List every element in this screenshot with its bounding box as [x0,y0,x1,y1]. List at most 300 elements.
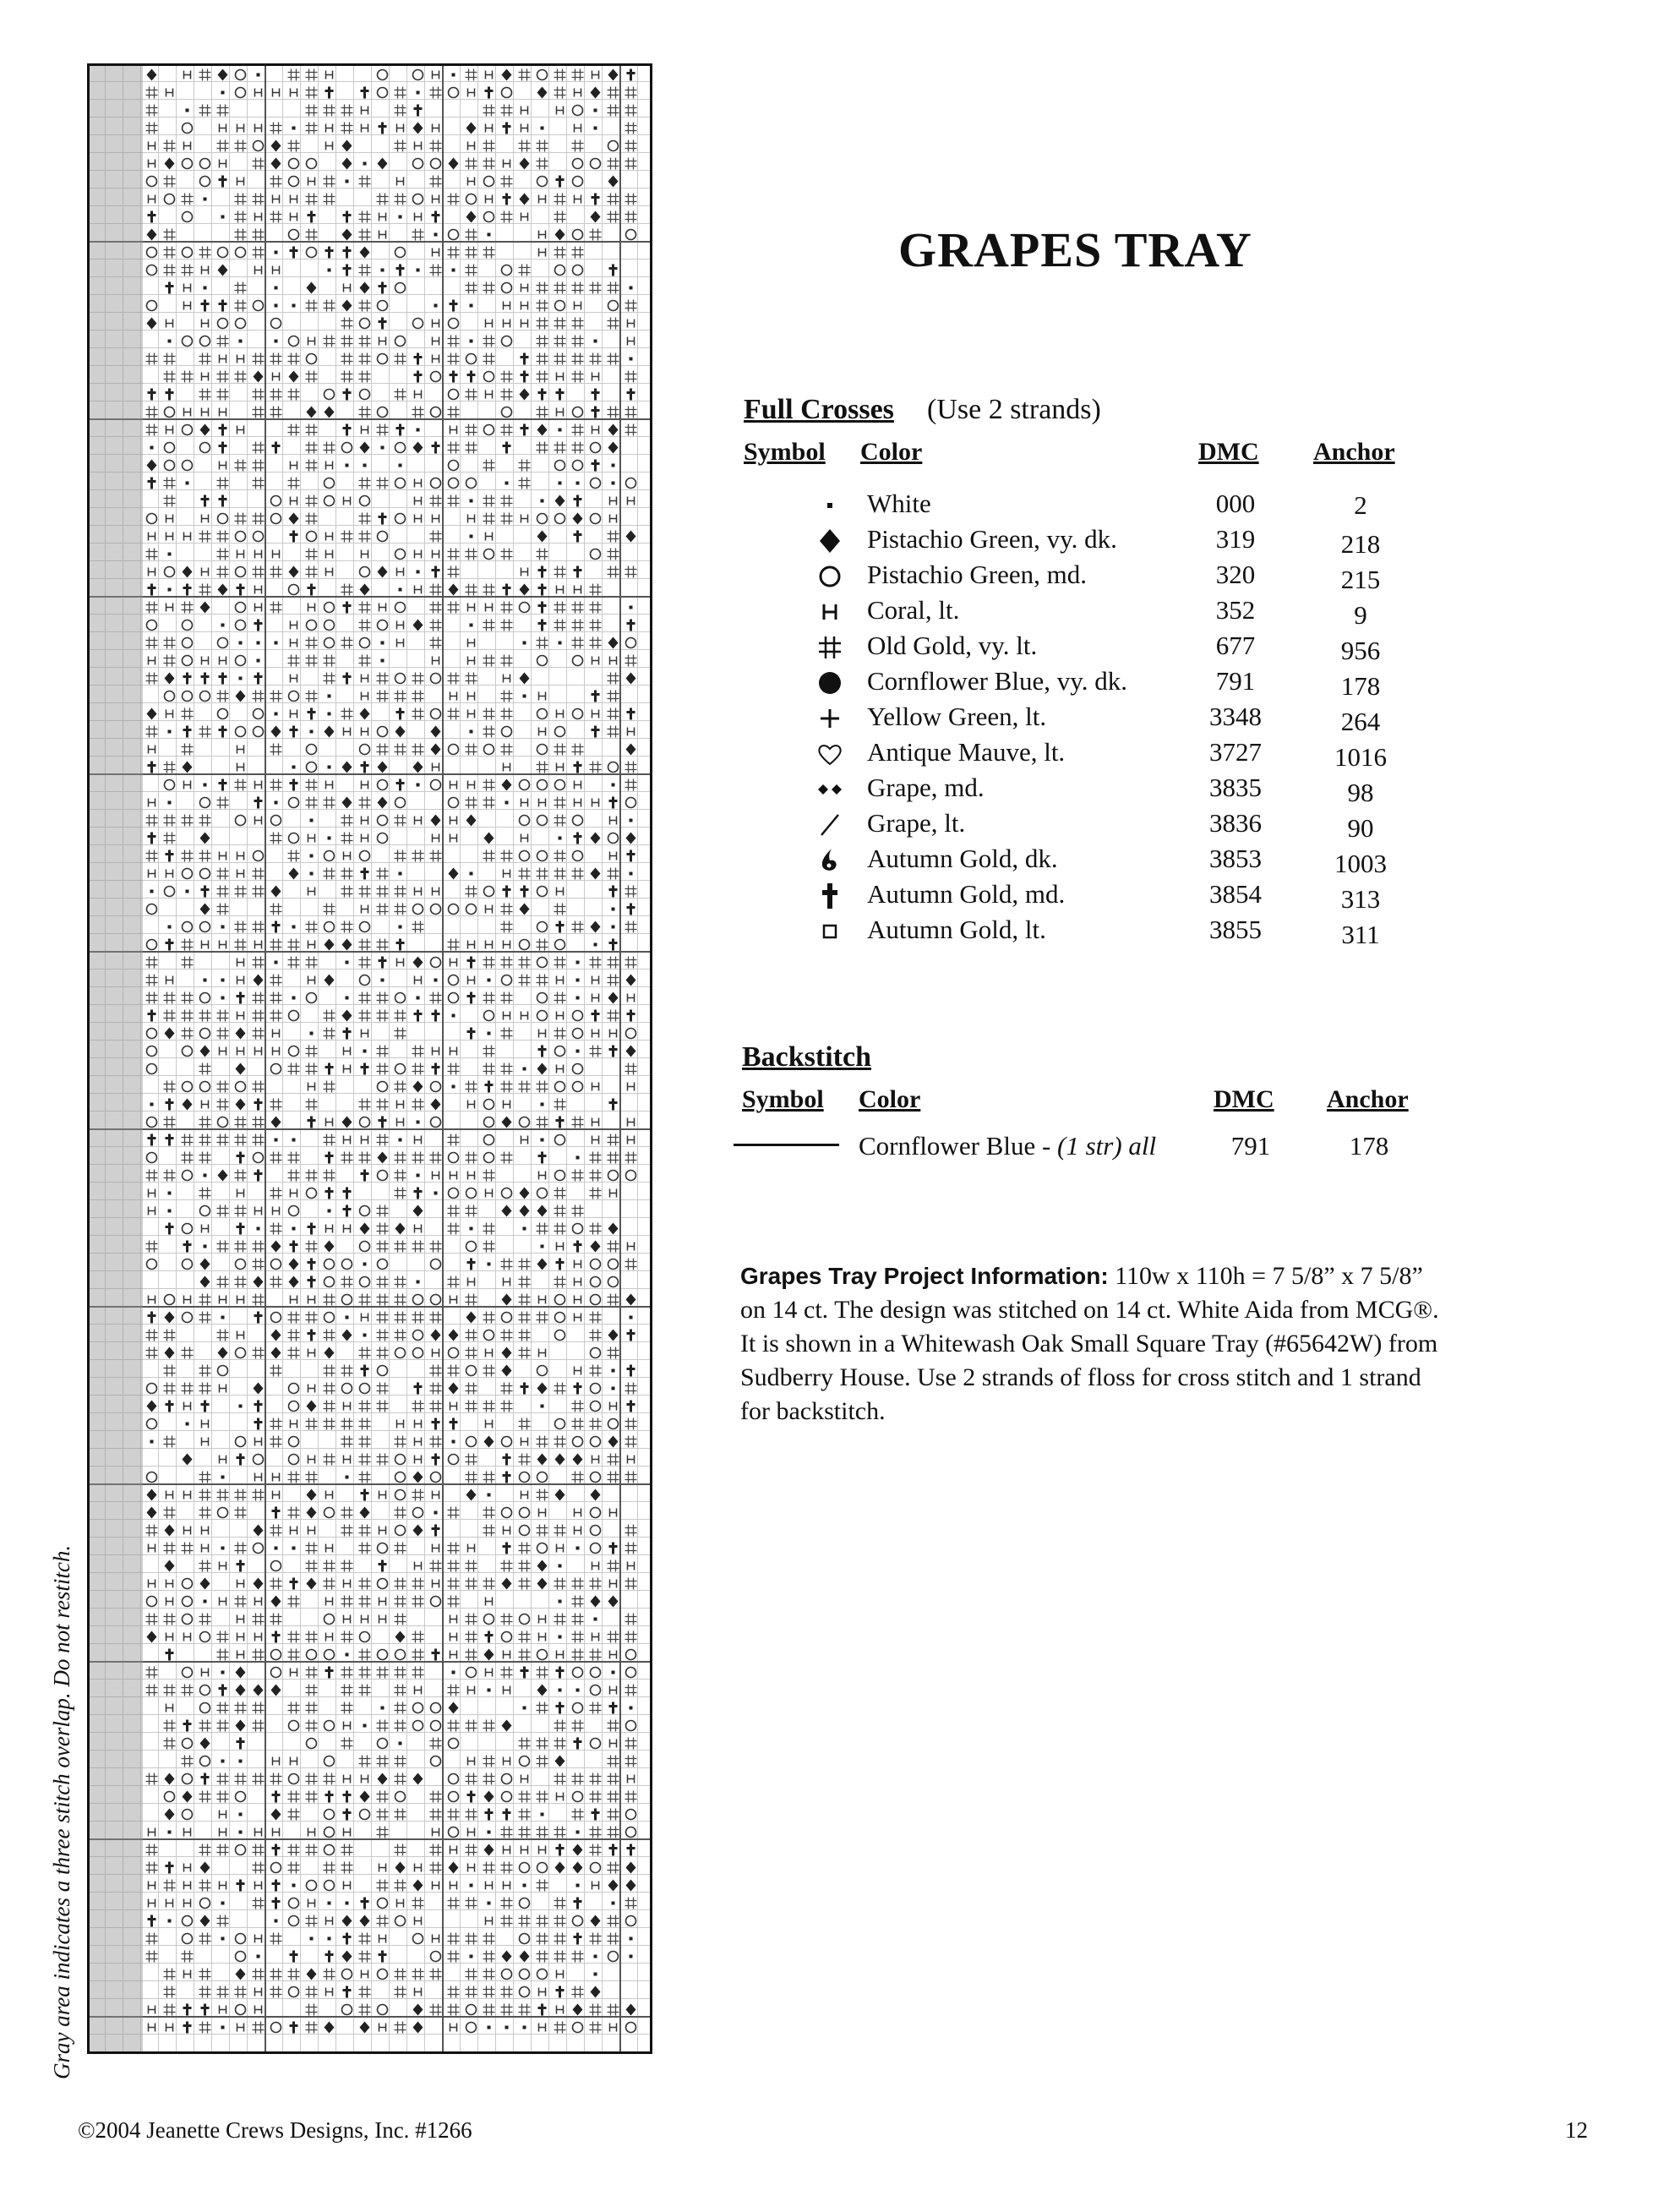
chart-stitch-symbol [360,1791,370,1803]
chart-stitch-symbol [149,2024,155,2032]
chart-stitch-symbol [255,1935,262,1943]
chart-stitch-symbol [430,1365,442,1377]
chart-stitch-symbol [448,1507,460,1519]
chart-stitch-symbol [572,336,584,347]
chart-stitch-symbol [253,478,265,489]
chart-stitch-symbol [523,1884,526,1887]
chart-stitch-symbol [521,213,528,221]
chart-stitch-symbol [625,1525,637,1537]
chart-stitch-symbol [433,1544,439,1553]
chart-stitch-symbol [253,158,265,170]
chart-stitch-symbol [271,319,281,329]
chart-stitch-symbol [325,1827,335,1838]
chart-stitch-symbol [608,1259,619,1270]
chart-stitch-symbol [202,373,209,381]
chart-stitch-symbol [182,371,194,383]
chart-stitch-symbol [379,2024,386,2032]
dmc-number: 3727 [1209,737,1262,767]
chart-stitch-symbol [199,247,211,259]
chart-stitch-symbol [448,1986,460,1998]
chart-stitch-symbol [307,1739,317,1749]
chart-stitch-symbol [554,247,566,259]
chart-stitch-symbol [359,2004,371,2016]
chart-stitch-symbol [306,1418,318,1430]
chart-stitch-symbol [289,1916,299,1926]
chart-stitch-symbol [235,371,247,383]
chart-stitch-symbol [467,1791,476,1803]
chart-stitch-symbol [236,1792,246,1802]
chart-stitch-symbol [485,1081,494,1093]
chart-stitch-symbol [467,1028,476,1040]
chart-stitch-symbol [344,1828,351,1837]
chart-stitch-symbol [523,1227,526,1231]
chart-stitch-symbol [275,251,278,254]
chart-stitch-symbol [292,1227,296,1231]
chart-stitch-symbol [502,265,512,276]
chart-stitch-symbol [554,1827,566,1838]
chart-stitch-symbol [557,373,564,381]
chart-stitch-symbol [483,2004,495,2016]
chart-stitch-symbol [148,1010,156,1022]
chart-stitch-symbol [503,194,511,205]
chart-stitch-symbol [378,1650,388,1660]
chart-stitch-symbol [378,407,388,418]
plus-icon [813,702,847,735]
chart-stitch-symbol [625,1738,637,1750]
chart-stitch-symbol [520,194,530,205]
chart-stitch-symbol [591,1241,601,1253]
chart-stitch-symbol [590,353,602,365]
chart-stitch-symbol [307,248,317,258]
chart-stitch-symbol [627,1010,635,1022]
chart-stitch-symbol [236,1845,246,1855]
chart-stitch-symbol [324,1578,335,1590]
chart-stitch-symbol [483,336,495,347]
chart-stitch-symbol [448,1951,460,1963]
chart-stitch-symbol [146,1951,158,1963]
chart-stitch-symbol [254,1153,264,1163]
chart-stitch-symbol [554,1773,566,1785]
chart-stitch-symbol [343,1933,352,1945]
chart-stitch-symbol [572,1720,584,1732]
chart-stitch-symbol [325,478,335,489]
chart-stitch-symbol [466,1312,477,1324]
chart-stitch-symbol [466,1366,477,1376]
chart-stitch-symbol [432,211,440,223]
chart-stitch-symbol [270,975,282,986]
chart-stitch-symbol [199,1720,211,1732]
chart-stitch-symbol [148,1312,156,1324]
chart-stitch-symbol [466,123,477,134]
chart-stitch-symbol [608,1880,619,1892]
chart-stitch-symbol [291,195,297,204]
chart-stitch-symbol [502,1951,512,1963]
chart-stitch-symbol [503,1809,511,1821]
chart-stitch-symbol [537,1863,548,1873]
chart-stitch-symbol [292,1547,296,1550]
chart-stitch-symbol [342,1969,352,1980]
bold-cross-icon [813,879,847,913]
chart-stitch-symbol [412,1596,424,1608]
chart-stitch-symbol [146,957,158,969]
chart-stitch-symbol [610,1740,617,1748]
chart-stitch-symbol [147,1153,157,1163]
chart-stitch-symbol [183,248,193,258]
chart-stitch-symbol [255,1988,262,1997]
chart-stitch-symbol [307,1507,317,1519]
chart-stitch-symbol [270,1969,282,1980]
chart-stitch-symbol [395,1614,406,1625]
chart-stitch-symbol [412,1649,424,1661]
chart-stitch-symbol [412,1241,424,1253]
chart-stitch-symbol [556,1667,565,1679]
chart-stitch-symbol [573,1011,583,1021]
chart-stitch-symbol [484,1614,494,1625]
color-key-row [0,666,1680,702]
chart-stitch-symbol [468,1757,475,1766]
chart-stitch-symbol [289,1437,299,1447]
chart-stitch-symbol [324,1294,335,1306]
chart-stitch-symbol [235,1986,247,1998]
chart-stitch-symbol [166,1899,173,1908]
chart-stitch-symbol [554,992,566,1004]
chart-stitch-symbol [431,1099,441,1111]
chart-stitch-symbol [412,229,424,241]
chart-stitch-symbol [395,2022,406,2034]
chart-stitch-symbol [360,2022,370,2034]
chart-stitch-symbol [537,1827,548,1838]
chart-stitch-symbol [572,1809,584,1821]
chart-stitch-symbol [625,1259,637,1270]
chart-stitch-symbol [270,1614,282,1625]
chart-stitch-symbol [362,1136,368,1144]
chart-stitch-symbol [488,2026,491,2029]
chart-stitch-symbol [183,159,193,169]
chart-stitch-symbol [253,1702,265,1714]
chart-stitch-symbol [521,371,529,383]
chart-stitch-symbol [625,424,637,436]
chart-stitch-symbol [483,1312,495,1324]
chart-stitch-symbol [306,1685,318,1696]
chart-stitch-symbol [504,1882,510,1890]
chart-stitch-symbol [537,300,548,312]
chart-stitch-symbol [253,442,265,454]
chart-stitch-symbol [184,1899,191,1908]
chart-stitch-symbol [430,1401,442,1412]
chart-stitch-symbol [219,424,227,436]
chart-stitch-symbol [537,1756,548,1767]
chart-stitch-symbol [468,178,475,186]
chart-stitch-symbol [555,1313,565,1323]
chart-stitch-symbol [488,979,491,982]
chart-stitch-symbol [253,1720,265,1732]
chart-stitch-symbol [150,1103,154,1106]
chart-stitch-symbol [554,1915,566,1927]
chart-stitch-symbol [379,123,387,134]
chart-stitch-symbol [502,1632,512,1642]
chart-stitch-symbol [146,1844,158,1856]
chart-stitch-symbol [608,1631,619,1643]
chart-stitch-symbol [361,1489,369,1501]
chart-stitch-symbol [431,1330,441,1341]
chart-stitch-symbol [165,1560,175,1572]
chart-stitch-symbol [573,1862,583,1874]
chart-stitch-symbol [502,88,512,98]
chart-stitch-symbol [379,1527,386,1535]
chart-stitch-symbol [573,1792,583,1802]
chart-stitch-symbol [466,1773,477,1785]
chart-stitch-symbol [395,140,406,152]
chart-stitch-symbol [592,994,599,1002]
chart-stitch-symbol [164,1170,176,1182]
chart-stitch-symbol [433,1580,439,1588]
chart-stitch-symbol [183,1099,193,1111]
chart-stitch-symbol [591,1986,601,1998]
chart-stitch-symbol [165,1312,175,1324]
chart-stitch-symbol [395,1152,406,1164]
chart-stitch-symbol [290,247,298,259]
chart-stitch-symbol [165,407,175,418]
chart-stitch-symbol [486,71,493,79]
chart-stitch-symbol [381,979,385,982]
chart-stitch-symbol [452,1014,455,1018]
chart-stitch-symbol [572,424,584,436]
chart-stitch-symbol [200,1915,210,1927]
chart-stitch-symbol [360,1810,370,1820]
chart-stitch-symbol [448,442,460,454]
chart-stitch-symbol [538,1046,547,1057]
chart-stitch-symbol [608,442,619,454]
chart-stitch-symbol [417,1174,420,1177]
chart-stitch-symbol [325,2022,335,2034]
chart-stitch-symbol [554,318,566,330]
chart-stitch-symbol [237,1633,244,1641]
chart-stitch-symbol [413,1348,423,1358]
chart-stitch-symbol [468,142,475,150]
chart-stitch-symbol [433,1935,439,1943]
chart-stitch-symbol [270,1276,282,1288]
chart-stitch-symbol [362,1030,368,1038]
chart-stitch-symbol [626,1916,636,1926]
chart-stitch-symbol [235,1170,247,1182]
chart-stitch-symbol [573,1437,583,1447]
chart-stitch-symbol [502,407,512,418]
chart-stitch-symbol [325,1791,334,1803]
chart-stitch-symbol [448,1578,460,1590]
chart-stitch-symbol [220,1828,226,1837]
chart-stitch-symbol [253,1241,265,1253]
chart-stitch-symbol [449,1348,459,1358]
chart-stitch-symbol [488,233,491,237]
chart-stitch-symbol [608,992,619,1004]
chart-stitch-symbol [324,1365,335,1377]
chart-stitch-symbol [521,1012,528,1020]
chart-stitch-symbol [537,1702,548,1714]
chart-stitch-symbol [519,957,531,969]
chart-stitch-symbol [184,1296,191,1304]
chart-stitch-symbol [377,1010,389,1022]
chart-stitch-symbol [326,1633,333,1641]
chart-stitch-symbol [202,1527,209,1535]
chart-stitch-symbol [539,249,546,257]
color-name: Grape, lt. [867,808,966,838]
chart-stitch-symbol [253,1347,265,1359]
chart-stitch-symbol [324,105,335,117]
chart-stitch-symbol [466,1188,477,1199]
chart-stitch-symbol [397,1899,404,1908]
chart-stitch-symbol [449,975,459,986]
chart-symbols [90,66,650,2051]
chart-stitch-symbol [468,89,475,97]
chart-stitch-symbol [557,1012,564,1020]
chart-stitch-symbol [291,462,297,470]
chart-stitch-symbol [344,1047,351,1056]
dmc-number: 3836 [1209,808,1262,838]
chart-stitch-symbol [466,194,477,205]
chart-stitch-symbol [520,1508,530,1518]
chart-stitch-symbol [272,1880,281,1892]
chart-stitch-symbol [519,1330,531,1341]
chart-stitch-symbol [270,1773,282,1785]
chart-stitch-symbol [288,1596,300,1608]
chart-stitch-symbol [483,247,495,259]
chart-stitch-symbol [628,1775,635,1784]
chart-stitch-symbol [377,1241,389,1253]
chart-stitch-symbol [608,282,619,294]
chart-stitch-symbol [146,1667,158,1679]
chart-stitch-symbol [430,1241,442,1253]
chart-stitch-symbol [415,391,422,399]
chart-stitch-symbol [253,992,265,1004]
chart-stitch-symbol [220,1047,226,1056]
chart-stitch-symbol [183,1597,193,1607]
chart-stitch-symbol [450,1402,457,1411]
chart-stitch-symbol [608,1933,619,1945]
chart-stitch-symbol [325,1810,335,1820]
chart-stitch-symbol [395,1330,406,1341]
chart-stitch-symbol [502,1205,512,1217]
chart-stitch-symbol [521,353,529,365]
chart-stitch-symbol [236,1099,246,1111]
chart-stitch-symbol [236,1720,246,1732]
chart-stitch-symbol [625,407,637,418]
color-key-row [0,808,1680,844]
chart-stitch-symbol [572,1578,584,1590]
chart-stitch-symbol [217,1028,229,1040]
chart-stitch-symbol [523,1707,526,1710]
chart-stitch-symbol [591,1489,601,1501]
chart-stitch-symbol [201,1401,210,1412]
chart-stitch-symbol [237,178,244,186]
chart-stitch-symbol [625,1383,637,1395]
chart-stitch-symbol [146,992,158,1004]
chart-stitch-symbol [324,1028,335,1040]
chart-stitch-symbol [147,248,157,258]
chart-stitch-symbol [164,353,176,365]
chart-stitch-symbol [395,336,406,347]
chart-stitch-symbol [395,1490,406,1500]
chart-stitch-symbol [341,1152,353,1164]
chart-stitch-symbol [537,1969,548,1980]
color-key-row [0,631,1680,666]
chart-stitch-symbol [200,424,210,436]
chart-stitch-symbol [147,1597,157,1607]
chart-stitch-symbol [537,1915,548,1927]
chart-stitch-symbol [199,1472,211,1483]
chart-stitch-symbol [235,1773,247,1785]
chart-stitch-symbol [537,1560,548,1572]
chart-stitch-symbol [541,1103,544,1106]
chart-stitch-symbol [202,1438,209,1446]
chart-stitch-symbol [325,1152,334,1164]
chart-stitch-symbol [236,1028,246,1040]
chart-stitch-symbol [450,371,458,383]
chart-stitch-symbol [415,479,422,488]
chart-stitch-symbol [289,1898,299,1909]
chart-stitch-symbol [413,1934,423,1944]
chart-stitch-symbol [253,1773,265,1785]
chart-stitch-symbol [433,249,439,257]
chart-stitch-symbol [307,1578,317,1590]
dmc-header: DMC [1198,438,1259,466]
chart-stitch-symbol [275,961,278,964]
chart-stitch-symbol [220,124,226,133]
chart-stitch-symbol [166,426,173,434]
chart-stitch-symbol [537,1117,548,1128]
anchor-number: 215 [1340,565,1381,594]
chart-stitch-symbol [200,1276,210,1288]
chart-stitch-symbol [412,1099,424,1111]
chart-stitch-symbol [521,1667,529,1679]
chart-stitch-symbol [501,211,513,223]
project-info-text: 110w x 110h = 7 5/8” x 7 5/8” on 14 ct. The design was stitched on 14 ct. White Aida from MCG®. It is shown in a Whitewash Oak Small Square Tray (#65642W) from Sudberry House. Use 2 strands of floss for cross stitch and 1 strand for backstitch. [740,1262,1439,1425]
chart-stitch-symbol [519,69,531,81]
chart-stitch-symbol [502,1792,512,1802]
chart-stitch-symbol [466,1152,477,1164]
chart-stitch-symbol [182,1152,194,1164]
chart-stitch-symbol [253,1969,265,1980]
chart-stitch-symbol [200,1259,210,1270]
chart-stitch-symbol [346,1316,349,1319]
chart-stitch-symbol [270,176,282,188]
chart-stitch-symbol [594,1618,597,1621]
chart-stitch-symbol [272,1507,281,1519]
chart-stitch-symbol [628,1083,635,1091]
chart-stitch-symbol [466,1205,477,1217]
chart-stitch-symbol [432,1010,440,1022]
chart-stitch-symbol [430,992,442,1004]
dmc-number: 320 [1215,560,1256,589]
chart-stitch-symbol [308,1456,315,1464]
chart-stitch-symbol [466,1809,477,1821]
chart-stitch-symbol [575,1367,581,1375]
chart-stitch-symbol [201,300,210,312]
chart-stitch-symbol [572,442,584,454]
chart-stitch-symbol [590,1223,602,1235]
chart-stitch-symbol [324,1418,335,1430]
chart-stitch-symbol [306,442,318,454]
chart-stitch-symbol [572,353,584,365]
chart-stitch-symbol [434,304,438,308]
chart-stitch-symbol [449,158,459,170]
chart-stitch-symbol [555,1756,565,1767]
chart-stitch-symbol [325,407,335,418]
chart-stitch-symbol [236,319,246,329]
chart-stitch-symbol [359,1951,371,1963]
chart-stitch-symbol [360,1632,370,1642]
chart-stitch-symbol [254,1276,264,1288]
chart-stitch-symbol [519,1454,531,1466]
